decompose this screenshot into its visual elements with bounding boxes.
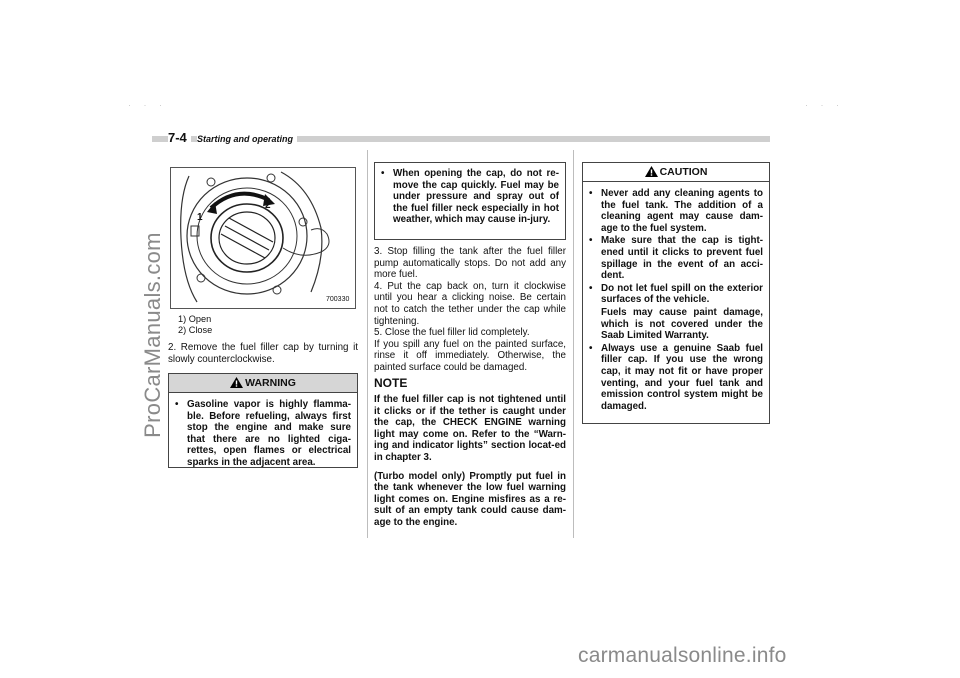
- caution-box: [582, 162, 770, 424]
- spill-text: If you spill any fuel on the painted surface, rinse it off immediately. Otherwise, the painted surface could be damaged.: [374, 338, 566, 373]
- warning-header: [169, 374, 357, 393]
- caution-triangle-icon: [645, 166, 658, 177]
- step-2-text: 2. Remove the fuel filler cap by turning it slowly counterclockwise.: [168, 342, 358, 365]
- warning-continued-list: [381, 168, 559, 227]
- fuel-cap-drawing: [171, 168, 355, 308]
- side-watermark-text: ProCarManuals.com: [140, 232, 165, 438]
- caution-item: • Make sure that the cap is tight-ened until it clicks to prevent fuel spillage in the event of an acci-dent.: [589, 235, 763, 281]
- caption-open: 1) Open: [178, 314, 212, 324]
- callout-close: 2: [265, 200, 271, 211]
- note-paragraph: (Turbo model only) Promptly put fuel in the tank whenever the low fuel warning light comes on. Engine misfires as a re-sult of an empty tank could cause dam-age to the engine.: [374, 470, 566, 528]
- warning-continued-box: [374, 162, 566, 240]
- column-divider: [367, 150, 368, 538]
- caution-header: [583, 163, 769, 182]
- section-title: Starting and operating: [197, 134, 297, 144]
- caution-list-continued: [589, 343, 763, 413]
- column-divider: [573, 150, 574, 538]
- figure-code: 700330: [326, 296, 350, 303]
- callout-open: 1: [197, 212, 203, 223]
- step-5-text: 5. Close the fuel filler lid completely.: [374, 327, 530, 339]
- caution-item: • Do not let fuel spill on the exterior surfaces of the vehicle.: [589, 283, 763, 306]
- corner-mark: · · ·: [805, 100, 844, 110]
- warning-box: [168, 373, 358, 468]
- note-body: [374, 394, 566, 529]
- corner-mark: · · ·: [128, 100, 167, 110]
- warning-item: • Gasoline vapor is highly flamma-ble. Before refueling, always first stop the engine and make sure that there are no lighted ciga-rettes, open flames or electrical sparks in the adjacent area.: [175, 399, 351, 469]
- warning-triangle-icon: [230, 377, 243, 388]
- caution-item: • Never add any cleaning agents to the fuel tank. The addition of a cleaning agent may cause dam-age to the fuel system.: [589, 188, 763, 234]
- caution-list: [589, 188, 763, 306]
- fuel-cap-illustration: [170, 167, 356, 309]
- warning-item: • When opening the cap, do not re-move the cap quickly. Fuel may be under pressure and spray out of the fuel filler neck especially in hot weather, which may cause in-jury.: [381, 168, 559, 226]
- step-4-text: 4. Put the cap back on, turn it clockwise until you hear a clicking noise. Be certain not to catch the tether under the cap while tightening.: [374, 280, 566, 327]
- caption-close: 2) Close: [178, 325, 213, 335]
- caution-item: • Always use a genuine Saab fuel filler cap. If you use the wrong cap, it may not fit or have proper venting, and your fuel tank and emission control system might be damaged.: [589, 343, 763, 413]
- caution-content: [589, 188, 763, 413]
- side-watermark: [140, 100, 166, 570]
- refuel-steps: [374, 246, 566, 374]
- note-title: NOTE: [374, 376, 408, 390]
- step-3-text: 3. Stop filling the tank after the fuel filler pump automatically stops. Do not add any more fuel.: [374, 246, 566, 281]
- warning-list: [175, 399, 351, 470]
- bottom-watermark: carmanualsonline.info: [578, 644, 787, 667]
- caution-title: CAUTION: [659, 166, 708, 178]
- warning-title: WARNING: [245, 377, 296, 389]
- page-number: 7-4: [168, 130, 191, 145]
- caution-sub-paragraph: Fuels may cause paint damage, which is not covered under the Saab Limited Warranty.: [601, 306, 763, 342]
- note-paragraph: If the fuel filler cap is not tightened until it clicks or if the tether is caught under the cap, the CHECK ENGINE warning light may come on. Refer to the “Warn-ing and indicator lights” section locat-ed in chapter 3.: [374, 394, 566, 463]
